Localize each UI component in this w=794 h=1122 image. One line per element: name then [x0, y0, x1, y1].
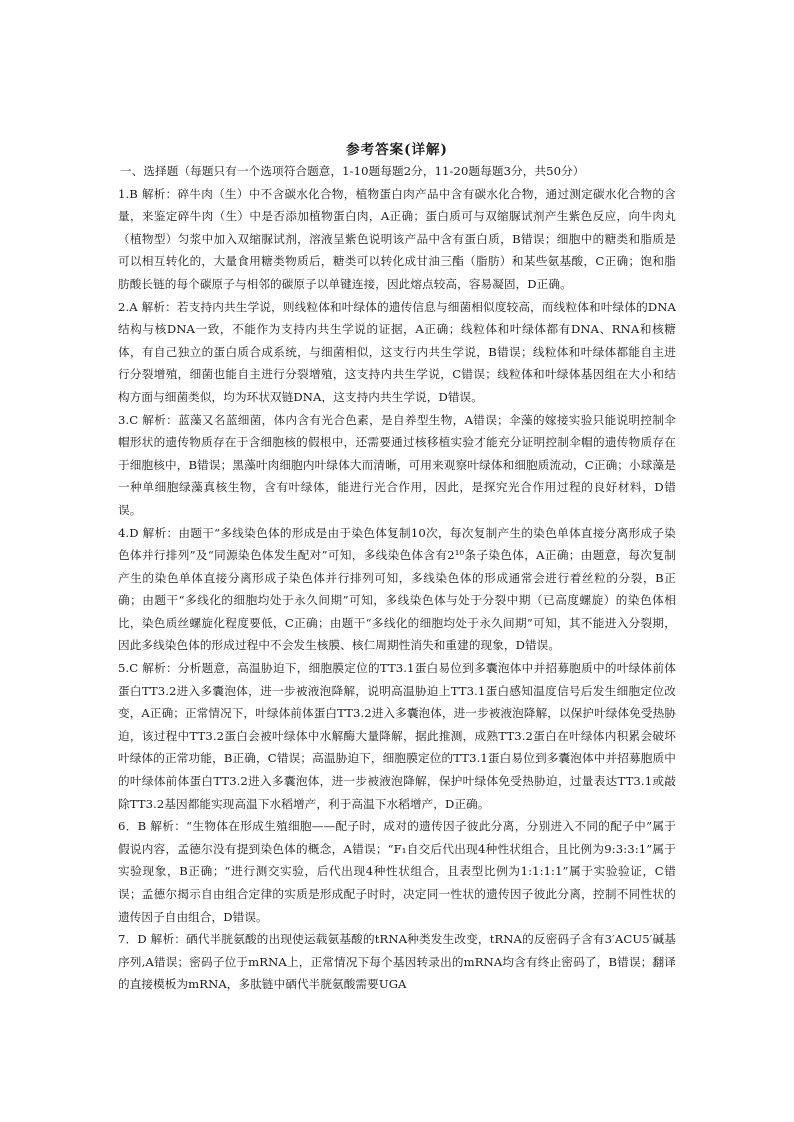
answer-3: 3.C 解析：蓝藻又名蓝细菌，体内含有光合色素，是自养型生物，A错误；伞藻的嫁接实验只能说明控制伞帽形状的遗传物质存在于含细胞核的假根中，还需要通过核移植实验才能充分证明控制伞帽的遗传物质存在于细胞核中，B错误；黑藻叶肉细胞内叶绿体大而清晰，可用来观察叶绿体和细胞质流动，C正确；小球藻是一种单细胞绿藻真核生物，含有叶绿体，能进行光合作用，因此，是探究光合作用过程的良好材料，D错误。 [118, 412, 676, 517]
answer-1: 1.B 解析：碎牛肉（生）中不含碳水化合物，植物蛋白肉产品中含有碳水化合物，通过测定碳水化合物的含量，来鉴定碎牛肉（生）中是否添加植物蛋白肉，A正确；蛋白质可与双缩脲试剂产生紫色反应，向牛肉丸（植物型）匀浆中加入双缩脲试剂，溶液呈紫色说明该产品中含有蛋白质，B错误；细胞中的糖类和脂质是可以相互转化的，大量食用糖类物质后，糖类可以转化成甘油三酯（脂肪）和某些氨基酸，C正确；饱和脂肪酸长链的每个碳原子与相邻的碳原子以单键连接，因此熔点较高，容易凝固，D正确。 [118, 186, 676, 291]
answer-7: 7．D 解析：硒代半胱氨酸的出现使运载氨基酸的tRNA种类发生改变，tRNA的反密码子含有3′ACU5′碱基序列,A错误；密码子位于mRNA上，正常情况下每个基因转录出的mRNA均含有终止密码了，B错误；翻译的直接模板为mRNA，多肽链中硒代半胱氨酸需要UGA [118, 932, 676, 992]
section-heading: 一、选择题（每题只有一个选项符合题意，1-10题每题2分，11-20题每题3分，共50分） [120, 164, 585, 178]
answer-body [118, 160, 676, 996]
answer-2: 2.A 解析：若支持内共生学说，则线粒体和叶绿体的遗传信息与细菌相似度较高，而线粒体和叶绿体的DNA结构与核DNA一致，不能作为支持内共生学说的证据，A正确；线粒体和叶绿体都有DNA、RNA和核糖体，有自己独立的蛋白质合成系统，与细菌相似，这支行内共生学说，B错误；线粒体和叶绿体都能自主进行分裂增殖，细菌也能自主进行分裂增殖，这支持内共生学说，C错误；线粒体和叶绿体基因组在大小和结构方面与细菌类似，均为环状双链DNA，这支持内共生学说，D错误。 [118, 299, 676, 404]
answer-5: 5.C 解析：分析题意，高温胁迫下，细胞膜定位的TT3.1蛋白易位到多囊泡体中并招募胞质中的叶绿体前体蛋白TT3.2进入多囊泡体，进一步被液泡降解，说明高温胁迫上TT3.1蛋白感知温度信号后发生细胞定位改变，A正确；正常情况下，叶绿体前体蛋白TT3.2进入多囊泡体，进一步被液泡降解，以保护叶绿体免受热胁迫，该过程中TT3.2蛋白会被叶绿体中水解酶大量降解，据此推测，成熟TT3.2蛋白在叶绿体内积累会破坏叶绿体的正常功能，B正确，C错误；高温胁迫下，细胞膜定位的TT3.1蛋白易位到多囊泡体中并招募胞质中的叶绿体前体蛋白TT3.2进入多囊泡体，进一步被液泡降解，保护叶绿体免受热胁迫，过量表达TT3.1或敲除TT3.2基因都能实现高温下水稻增产，利于高温下水稻增产，D正确。 [118, 661, 676, 811]
answer-4: 4.D 解析：由题干“多线染色体的形成是由于染色体复制10次，每次复制产生的染色单体直接分离形成子染色体并行排列”及“同源染色体发生配对”可知，多线染色体含有2¹⁰条子染色体，A正确；由题意，每次复制产生的染色单体直接分离形成子染色体并行排列可知，多线染色体的形成通常会进行着丝粒的分裂，B正确；由题干“多线化的细胞均处于永久间期”可知，多线染色体与处于分裂中期（已高度螺旋）的染色体相比，染色质丝螺旋化程度要低，C正确；由题干“多线化的细胞均处于永久间期”可知，其不能进入分裂期，因此多线染色体的形成过程中不会发生核膜、核仁周期性消失和重建的现象，D错误。 [118, 525, 676, 653]
answer-6: 6．B 解析：“生物体在形成生殖细胞——配子时，成对的遗传因子彼此分离，分别进入不同的配子中”属于假说内容，孟德尔没有提到染色体的概念，A错误；“F₁自交后代出现4种性状组合，且比例为9:3:3:1”属于实验现象，B正确；“进行测交实验，后代出现4种性状组合，且表型比例为1:1:1:1”属于实验验证，C错误；孟德尔揭示自由组合定律的实质是形成配子时时，决定同一性状的遗传因子彼此分离，控制不同性状的遗传因子自由组合，D错误。 [118, 819, 676, 924]
page-title: 参考答案(详解) [346, 142, 448, 158]
